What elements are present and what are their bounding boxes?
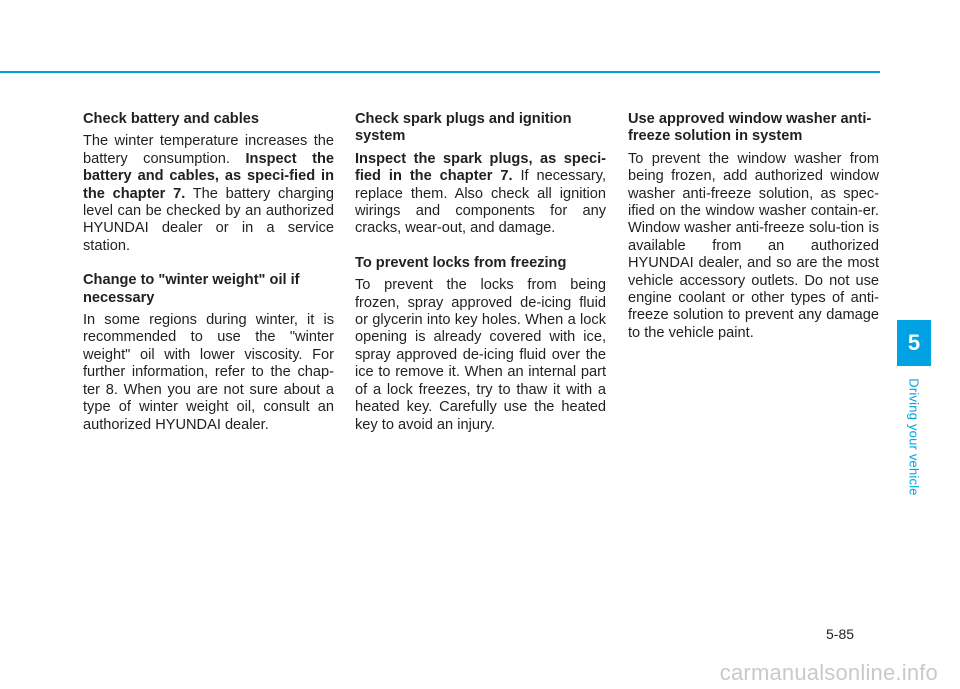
paragraph-winter-oil: In some regions during winter, it is recommended to use the "winter weight" oil with lower viscosity. For further information, refer to the chap-ter 8. When you are not sure about a type of winter weight oil, consult an authorized HYUNDAI dealer. — [83, 312, 334, 433]
column-3 — [628, 111, 879, 342]
paragraph-washer: To prevent the window washer from being frozen, add authorized window washer anti-freeze solution, as spec-ified on the window washer contain-er. Window washer anti-freeze solu-tion is available from an authorized HYUNDAI dealer, and so are the most vehicle accessory outlets. Do not use engine coolant or other types of anti-freeze solution to prevent any damage to the vehicle paint. — [628, 150, 879, 341]
heading-battery: Check battery and cables — [83, 111, 260, 127]
battery-text-1: The winter temperature increases the battery consumption. — [83, 133, 334, 167]
heading-locks: To prevent locks from freezing — [355, 254, 567, 271]
spark-text-bold: Inspect the spark plugs, as speci-fied in the chapter 7. — [355, 150, 606, 185]
paragraph-locks: To prevent the locks from being frozen, spray approved de-icing fluid or glycerin into key holes. When a lock opening is already covered with ice, spray approved de-icing fluid over the ice to remove it. When an internal part of a lock freezes, try to thaw it with a heated key. Carefully use the heated key to avoid an injury. — [355, 277, 606, 433]
header-rule — [0, 71, 880, 73]
footer-watermark: carmanualsonline.info — [719, 660, 938, 685]
paragraph-spark-plugs — [355, 151, 606, 238]
chapter-title: Driving your vehicle — [906, 378, 922, 496]
heading-spark-plugs: Check spark plugs and ignition system — [355, 111, 572, 145]
spark-text: If necessary, replace them. Also check all ignition wirings and components for any cracks, wear-out, and damage. — [355, 168, 606, 237]
heading-washer: Use approved window washer anti-freeze solution in system — [628, 111, 872, 145]
page-number: 5-85 — [826, 626, 855, 642]
battery-text-bold: Inspect the battery and cables, as speci-fied in the chapter 7. — [83, 150, 334, 202]
column-2 — [355, 111, 606, 434]
battery-text-2: The battery charging level can be checked by an authorized HYUNDAI dealer or in a service station. — [83, 185, 334, 254]
paragraph-battery — [83, 133, 334, 255]
column-1 — [83, 111, 334, 434]
heading-winter-oil: Change to "winter weight" oil if necessary — [83, 272, 300, 306]
chapter-tab: 5 — [897, 320, 931, 366]
